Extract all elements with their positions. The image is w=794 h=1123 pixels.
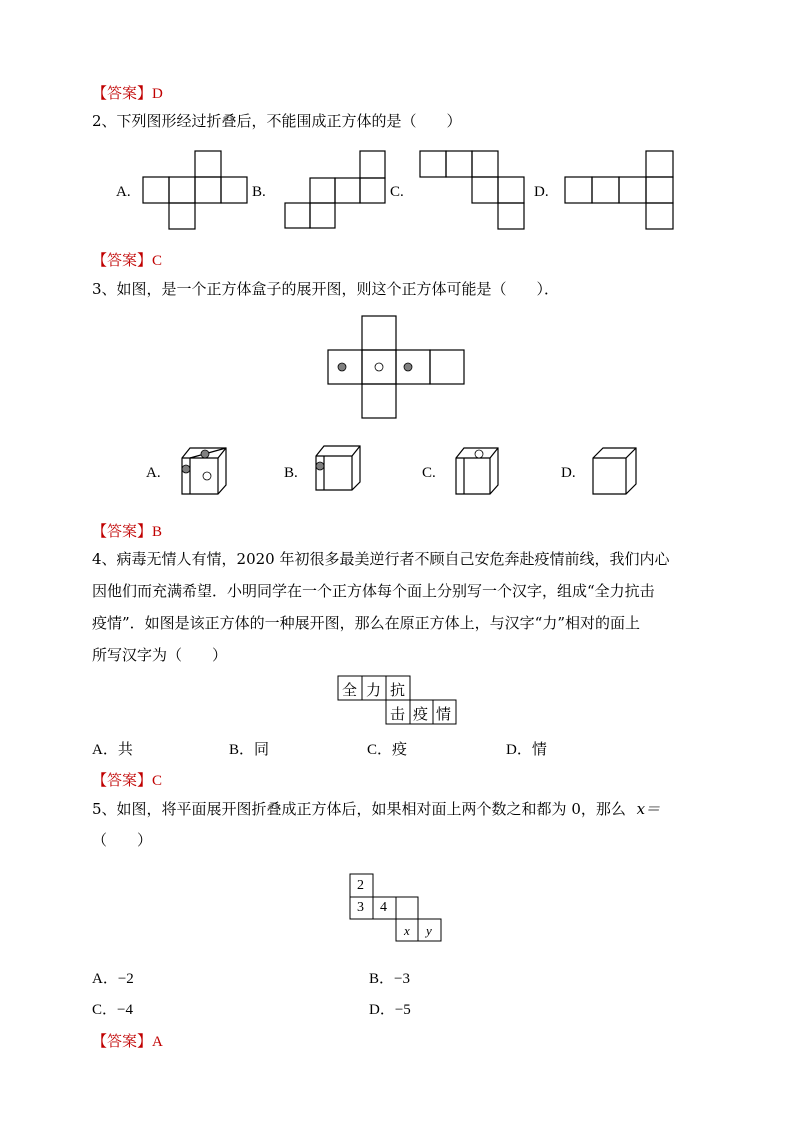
q2-option-d-label: D. <box>534 184 549 200</box>
answer-label: 【答案】 <box>92 522 153 540</box>
q5-option-b: B．−3 <box>369 971 410 987</box>
question-3-text: 3、如图，是一个正方体盒子的展开图，则这个正方体可能是（ ）． <box>92 280 560 298</box>
q4-option-a: A．共 <box>92 742 133 758</box>
net-cell-kang: 抗 <box>390 681 406 699</box>
q4-option-d: D．情 <box>506 742 547 758</box>
q2-option-b-label: B. <box>252 184 266 200</box>
q2-option-a-label: A. <box>116 184 131 200</box>
q3-option-d-label: D. <box>561 465 576 481</box>
q3-option-b-label: B. <box>284 465 298 481</box>
net-value-x: x <box>404 923 410 938</box>
q4-option-c: C．疫 <box>367 742 408 758</box>
question-5-line-2: （ ） <box>92 831 153 849</box>
question-4-line-4: 所写汉字为（ ） <box>92 646 228 664</box>
answer-value: C <box>152 253 163 269</box>
q5-option-c: C．−4 <box>92 1002 133 1018</box>
q5-option-a: A．−2 <box>92 971 134 987</box>
question-4-line-2: 因他们而充满希望．小明同学在一个正方体每个面上分别写一个汉字，组成“全力抗击 <box>92 582 655 600</box>
q4-option-b: B．同 <box>229 742 270 758</box>
net-cell-yi: 疫 <box>413 705 429 723</box>
question-4-line-1: 4、病毒无情人有情，2020 年初很多最美逆行者不顾自己安危奔赴疫情前线，我们内心 <box>92 550 670 568</box>
answer-value: A <box>152 1034 163 1050</box>
net-value-3: 3 <box>357 900 364 915</box>
answer-5 <box>92 1030 163 1051</box>
question-2-text: 2、下列图形经过折叠后，不能围成正方体的是（ ） <box>92 112 462 130</box>
answer-value: D <box>152 86 163 102</box>
net-cell-quan: 全 <box>342 681 358 699</box>
answer-value: B <box>152 524 163 540</box>
question-5-text: 5、如图，将平面展开图折叠成正方体后，如果相对面上两个数之和都为 0，那么 <box>92 800 626 818</box>
q3-option-c-label: C. <box>422 465 436 481</box>
question-5-x-equals: x＝ <box>636 800 661 818</box>
net-value-y: y <box>426 923 432 938</box>
answer-label: 【答案】 <box>92 84 153 102</box>
answer-value: C <box>152 773 163 789</box>
net-value-2: 2 <box>357 878 364 893</box>
net-cell-qing: 情 <box>436 705 452 723</box>
answer-label: 【答案】 <box>92 251 153 269</box>
answer-label: 【答案】 <box>92 771 153 789</box>
q2-option-c-label: C. <box>390 184 404 200</box>
net-cell-li: 力 <box>366 681 382 699</box>
net-value-4: 4 <box>380 900 387 915</box>
net-cell-ji: 击 <box>390 705 406 723</box>
q3-option-a-label: A. <box>146 465 161 481</box>
question-4-line-3: 疫情”．如图是该正方体的一种展开图，那么在原正方体上，与汉字“力”相对的面上 <box>92 614 641 632</box>
q5-option-d: D．−5 <box>369 1002 411 1018</box>
answer-label: 【答案】 <box>92 1032 153 1050</box>
